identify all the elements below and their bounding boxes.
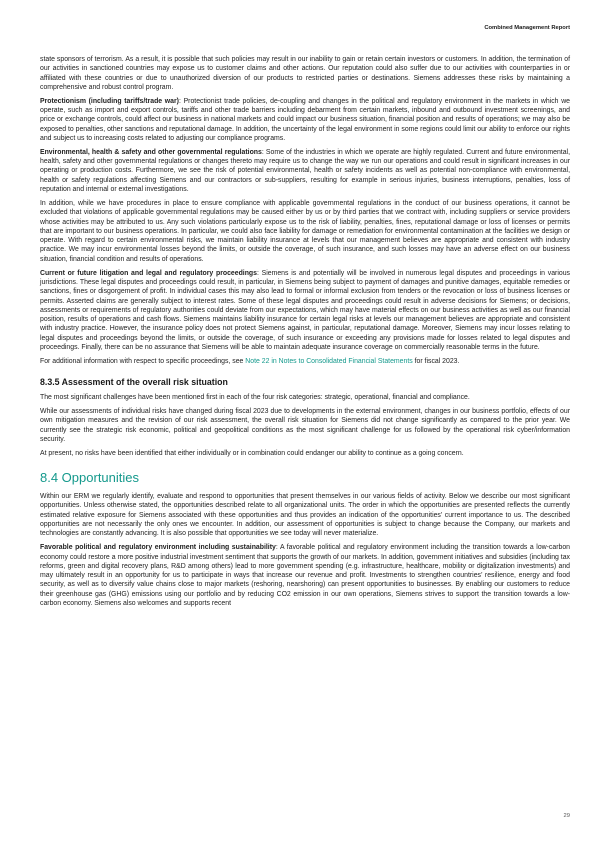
paragraph-protectionism [40,97,570,143]
page-number: 29 [563,813,570,819]
paragraph-text: At present, no risks have been identified that either individually or in combination could endanger our ability to continue as a going concern. [40,449,464,457]
paragraph-note-reference [40,357,570,366]
run-in-heading: Current or future litigation and legal and regulatory proceedings [40,269,257,277]
page-footer [564,813,570,819]
paragraph-erm-opportunities [40,492,570,538]
run-in-heading: Protectionism (including tariffs/trade war) [40,97,179,105]
paragraph-text: The most significant challenges have been mentioned first in each of the four risk categories: strategic, operational, financial and compliance. [40,394,470,402]
paragraph-ehs-regulations [40,148,570,194]
paragraph-favorable-environment [40,543,570,608]
paragraph-text: While our assessments of individual risks have changed during fiscal 2023 due to developments in the external environment, changes in our business portfolio, effects of our own mitigation measures and the revision of our risk assessment, the overall risk situation for Siemens did not change significantly as compared to the prior year. We currently see the strategic risk economic, political and geopolitical conditions as the most significant challenge for us followed by the operational risk cyber/information security. [40,408,570,443]
paragraph-text: : Protectionist trade policies, de-coupling and changes in the political and regulatory environment in the markets in which we operate, such as import and export controls, tariffs and other trade barriers including debarment from certain markets, inbound and outbound investment screenings, and price or exchange controls, could affect our business in national markets and could impact our business situation, financial position and results of operations; we may also be exposed to penalties, other sanctions and reputational damage. In addition, the uncertainty of the legal environment in some regions could limit our ability to enforce our rights and subject us to increasing costs related to adjusting our compliance programs. [40,97,571,142]
paragraph-going-concern [40,449,570,458]
paragraph-text: for fiscal 2023. [412,357,460,365]
section-heading-8-4: 8.4 Opportunities [40,470,140,486]
paragraph-overall-risk [40,407,570,444]
page-header [40,25,570,32]
paragraph-challenges [40,393,570,402]
paragraph-text: : Some of the industries in which we operate are highly regulated. Current and future environmental, health, safety and other governmental regulations or changes thereto may require us to change the way we run our operations and could result in significant increases in our operating or production costs. Furthermore, we see the risk of potential environmental, health or safety incidents as well as potential non-compliance with environmental, health or safety regulations affecting Siemens and our contractors or sub-suppliers, resulting for example in serious injuries, business interruptions, penalties, loss of reputation and internal or external investigations. [40,148,570,194]
paragraph-text: : Siemens is and potentially will be involved in numerous legal disputes and proceedings in various jurisdictions. These legal disputes and proceedings could result, in particular, in Siemens being subject to payment of damages and punitive damages, equitable remedies or sanctions, fines or disgorgement of profit. In individual cases this may also lead to formal or informal exclusion from tenders or the revocation or loss of business licenses or permits. Asserted claims are generally subject to interest rates. Some of these legal disputes and proceedings could result in adverse decisions for Siemens; or decisions, assessments or requirements of regulatory authorities could deviate from our expectations, which may have material effects on our business activities as well as our financial position, results of operations and cash flows. Siemens maintains liability insurance for certain legal risks at levels our management believes are appropriate and consistent with industry practice. However, the insurance policy does not protect Siemens against, in particular, reputational damage. Moreover, Siemens may incur losses relating to legal disputes and proceedings beyond the limits, or outside the coverage, of such insurance or exceeding any provisions made for losses related to legal disputes and proceedings. Finally, there can be no assurance that Siemens will be able to maintain adequate insurance coverage on commercially reasonable terms in the future. [40,269,570,351]
paragraph-litigation [40,269,570,353]
run-in-heading: Environmental, health & safety and other governmental regulations [40,148,262,156]
paragraph-sanctions [40,55,570,92]
section-heading-8-3-5: 8.3.5 Assessment of the overall risk situation [40,377,228,388]
running-header-title: Combined Management Report [484,25,570,31]
paragraph-text: : A favorable political and regulatory environment including the transition towards a low-carbon economy could restore a more positive industrial investment sentiment that supports the growth of our markets. In addition, government initiatives and subsidies (including tax reforms, green and digital recovery plans, R&D among others) lead to more government spending (e.g. infrastructure, healthcare, mobility or digitalization investments) and may ultimately result in an opportunity for us to participate in ways that increase our revenue and profit. Investments to strengthen countries’ resilience, energy and food security, as well as to diversify value chains close to major markets (reshoring, nearshoring) can present opportunities to businesses. By enabling our customers to reduce their greenhouse gas (GHG) emissions using our portfolio and by reducing CO2 emission in our own operations, Siemens strives to support the transition towards a low-carbon economy. Siemens also welcomes and supports recent [40,544,571,607]
note-22-link[interactable]: Note 22 in Notes to Consolidated Financial Statements [245,357,413,365]
page-content [40,55,570,608]
paragraph-compliance-procedures [40,199,570,264]
paragraph-text: state sponsors of terrorism. As a result, it is possible that such policies may result in our inability to gain or retain certain investors or customers. In addition, the termination of our activities in sanctioned countries may expose us to customer claims and other actions. Our reputation could also suffer due to our activities with counterparties in or affiliated with these countries or due to unauthorized diversion of our products to restricted parties or destinations. Siemens addresses these risks by maintaining a comprehensive and robust control program. [40,56,570,91]
paragraph-text: Within our ERM we regularly identify, evaluate and respond to opportunities that present themselves in our various fields of activity. Below we describe our most significant opportunities. Unless otherwise stated, the opportunities described relate to all organizational units. The order in which the opportunities are presented reflects the currently estimated relative exposure for Siemens associated with these opportunities and thus provides an indication of the opportunities’ current importance to us. The described opportunities are not necessarily the only ones we encounter. In addition, our assessment of opportunities is subject to change because the Company, our markets and technologies are constantly advancing. It is also possible that opportunities we see today will never materialize. [40,493,570,538]
paragraph-text: In addition, while we have procedures in place to ensure compliance with applicable governmental regulations in the conduct of our business operations, it cannot be excluded that violations of applicable governmental regulations may be caused either by us or by third parties that we contract with, including suppliers or service providers whose activities may be attributed to us. Any such violations particularly expose us to the risk of liability, penalties, fines, reputational damage or loss of licenses or permits that are important to our business operations. In particular, we could also face liability for damage or remediation for environmental contamination at the facilities we design or operate. With regard to certain environmental risks, we maintain liability insurance at levels that our management believes are appropriate and consistent with industry practice. We may incur environmental losses beyond the limits, or outside the coverage, of such insurance, and such losses may have an adverse effect on our business situation, financial condition and results of operations. [40,199,570,263]
paragraph-text: For additional information with respect to specific proceedings, see [40,357,246,365]
run-in-heading: Favorable political and regulatory environment including sustainability [40,544,276,552]
